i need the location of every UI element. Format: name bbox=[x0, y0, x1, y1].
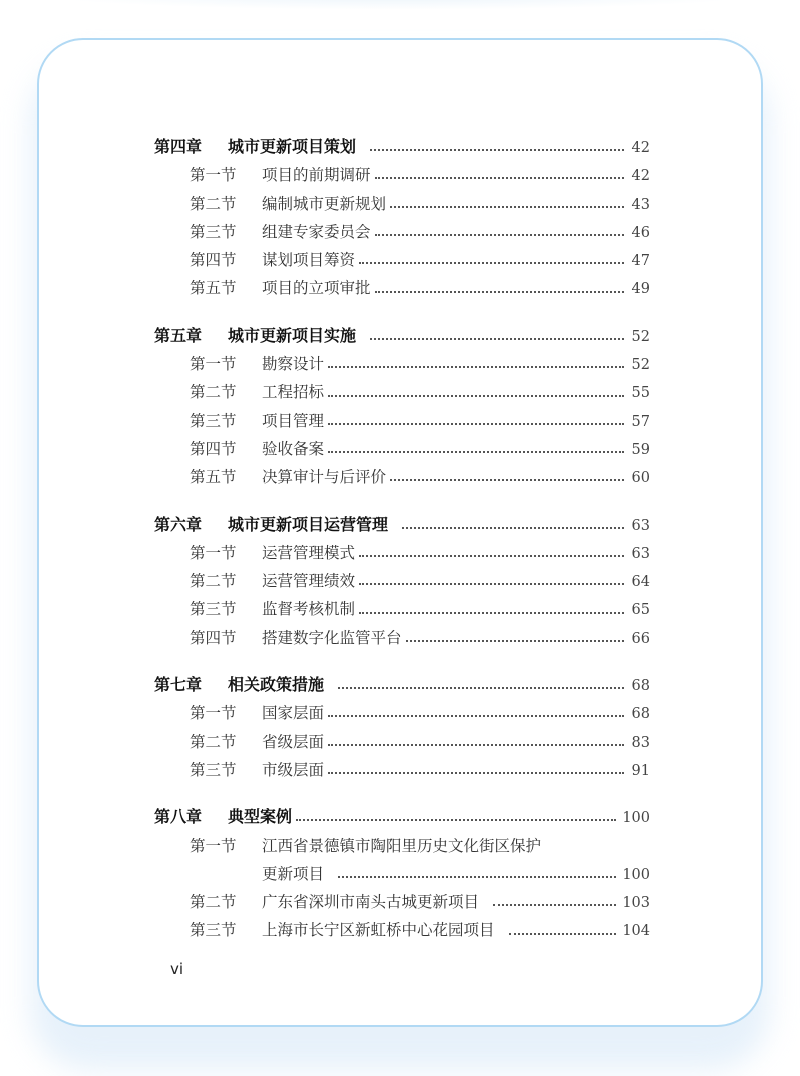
page-number: 91 bbox=[631, 762, 650, 779]
chapter-4 bbox=[154, 133, 650, 303]
dot-leader bbox=[328, 423, 624, 425]
dot-leader bbox=[338, 687, 624, 689]
toc-chapter-entry[interactable] bbox=[154, 133, 650, 161]
section-number: 第一节 bbox=[190, 704, 237, 723]
section-number: 第三节 bbox=[190, 921, 237, 940]
section-title: 编制城市更新规划 bbox=[262, 194, 387, 213]
section-number: 第一节 bbox=[190, 543, 237, 562]
section-title: 工程招标 bbox=[262, 383, 325, 402]
toc-section-entry[interactable] bbox=[154, 728, 650, 756]
page-number: 66 bbox=[631, 630, 650, 647]
page-number: 60 bbox=[631, 470, 650, 487]
section-number: 第一节 bbox=[190, 836, 237, 855]
dot-leader bbox=[338, 876, 616, 878]
toc-section-entry[interactable] bbox=[154, 888, 650, 916]
dot-leader bbox=[390, 479, 624, 481]
page-number: 100 bbox=[622, 866, 650, 883]
page-number: 55 bbox=[631, 385, 650, 402]
section-number: 第四节 bbox=[190, 628, 237, 647]
chapter-title: 城市更新项目实施 bbox=[228, 325, 357, 345]
dot-leader bbox=[328, 366, 624, 368]
toc-section-entry[interactable] bbox=[154, 916, 650, 944]
toc-section-entry[interactable] bbox=[154, 190, 650, 218]
page-number: 47 bbox=[631, 253, 650, 270]
dot-leader bbox=[328, 715, 624, 717]
section-number: 第三节 bbox=[190, 600, 237, 619]
toc-chapter-entry[interactable] bbox=[154, 511, 650, 539]
section-title: 项目的前期调研 bbox=[262, 166, 371, 185]
toc-section-entry[interactable] bbox=[154, 246, 650, 274]
dot-leader bbox=[328, 772, 624, 774]
page-number: 103 bbox=[622, 895, 650, 912]
section-title: 项目的立项审批 bbox=[262, 279, 371, 298]
page-number: 68 bbox=[631, 678, 650, 695]
section-number: 第二节 bbox=[190, 383, 237, 402]
section-number: 第二节 bbox=[190, 194, 237, 213]
dot-leader bbox=[359, 262, 624, 264]
chapter-title: 城市更新项目运营管理 bbox=[228, 514, 389, 534]
section-number: 第二节 bbox=[190, 732, 237, 751]
dot-leader bbox=[370, 149, 624, 151]
section-number: 第一节 bbox=[190, 355, 237, 374]
table-of-contents bbox=[154, 133, 650, 964]
chapter-number: 第七章 bbox=[154, 675, 203, 695]
toc-section-entry[interactable] bbox=[154, 435, 650, 463]
page-number: 83 bbox=[631, 734, 650, 751]
toc-section-entry[interactable] bbox=[154, 699, 650, 727]
page-number: 46 bbox=[631, 224, 650, 241]
dot-leader bbox=[296, 819, 616, 821]
page-number: 52 bbox=[631, 328, 650, 345]
section-title: 决算审计与后评价 bbox=[262, 468, 387, 487]
dot-leader bbox=[328, 451, 624, 453]
section-number: 第四节 bbox=[190, 439, 237, 458]
page-number: 65 bbox=[631, 602, 650, 619]
section-number: 第三节 bbox=[190, 411, 237, 430]
page-number: 68 bbox=[631, 706, 650, 723]
toc-section-entry-continued[interactable] bbox=[154, 860, 650, 888]
chapter-title: 相关政策措施 bbox=[228, 675, 325, 695]
page-number: 63 bbox=[631, 517, 650, 534]
chapter-title: 典型案例 bbox=[228, 807, 293, 827]
section-title: 监督考核机制 bbox=[262, 600, 356, 619]
dot-leader bbox=[359, 612, 624, 614]
section-title: 谋划项目筹资 bbox=[262, 251, 356, 270]
section-title: 运营管理绩效 bbox=[262, 572, 356, 591]
chapter-title: 城市更新项目策划 bbox=[228, 137, 357, 156]
section-title: 运营管理模式 bbox=[262, 543, 356, 562]
dot-leader bbox=[359, 555, 624, 557]
page-number-footer: vi bbox=[170, 960, 184, 978]
section-title: 省级层面 bbox=[262, 732, 325, 751]
section-number: 第二节 bbox=[190, 572, 237, 591]
toc-section-entry[interactable] bbox=[154, 407, 650, 435]
dot-leader bbox=[509, 933, 617, 935]
toc-section-entry[interactable] bbox=[154, 832, 650, 860]
page-number: 59 bbox=[631, 441, 650, 458]
page-number: 64 bbox=[631, 574, 650, 591]
page-number: 57 bbox=[631, 413, 650, 430]
toc-section-entry[interactable] bbox=[154, 756, 650, 784]
section-title-continued: 更新项目 bbox=[262, 864, 325, 883]
chapter-5 bbox=[154, 322, 650, 492]
section-title: 广东省深圳市南头古城更新项目 bbox=[262, 893, 480, 912]
page-number: 49 bbox=[631, 281, 650, 298]
section-title: 组建专家委员会 bbox=[262, 222, 371, 241]
toc-section-entry[interactable] bbox=[154, 624, 650, 652]
section-number: 第五节 bbox=[190, 468, 237, 487]
dot-leader bbox=[328, 744, 624, 746]
section-number: 第二节 bbox=[190, 893, 237, 912]
dot-leader bbox=[370, 338, 624, 340]
dot-leader bbox=[375, 177, 624, 179]
chapter-8 bbox=[154, 803, 650, 944]
toc-section-entry[interactable] bbox=[154, 463, 650, 491]
section-number: 第一节 bbox=[190, 166, 237, 185]
page-number: 52 bbox=[631, 357, 650, 374]
dot-leader bbox=[402, 527, 624, 529]
section-title: 勘察设计 bbox=[262, 355, 325, 374]
section-number: 第三节 bbox=[190, 760, 237, 779]
toc-section-entry[interactable] bbox=[154, 539, 650, 567]
section-title: 验收备案 bbox=[262, 439, 325, 458]
section-number: 第五节 bbox=[190, 279, 237, 298]
section-title: 搭建数字化监管平台 bbox=[262, 628, 402, 647]
page-number: 42 bbox=[631, 168, 650, 185]
section-number: 第三节 bbox=[190, 222, 237, 241]
dot-leader bbox=[375, 291, 624, 293]
page-number: 104 bbox=[622, 923, 650, 940]
dot-leader bbox=[390, 206, 624, 208]
toc-chapter-entry[interactable] bbox=[154, 322, 650, 350]
section-title: 江西省景德镇市陶阳里历史文化街区保护 bbox=[262, 836, 542, 855]
toc-chapter-entry[interactable] bbox=[154, 671, 650, 699]
toc-section-entry[interactable] bbox=[154, 218, 650, 246]
toc-section-entry[interactable] bbox=[154, 595, 650, 623]
dot-leader bbox=[328, 395, 624, 397]
toc-section-entry[interactable] bbox=[154, 161, 650, 189]
section-title: 国家层面 bbox=[262, 704, 325, 723]
toc-chapter-entry[interactable] bbox=[154, 803, 650, 831]
chapter-number: 第六章 bbox=[154, 514, 203, 534]
dot-leader bbox=[375, 234, 624, 236]
chapter-number: 第八章 bbox=[154, 807, 203, 827]
chapter-7 bbox=[154, 671, 650, 784]
dot-leader bbox=[493, 904, 616, 906]
toc-section-entry[interactable] bbox=[154, 274, 650, 302]
dot-leader bbox=[406, 640, 624, 642]
page-number: 100 bbox=[622, 810, 650, 827]
section-number: 第四节 bbox=[190, 251, 237, 270]
chapter-number: 第四章 bbox=[154, 137, 203, 156]
toc-section-entry[interactable] bbox=[154, 350, 650, 378]
top-glow bbox=[40, 0, 760, 10]
section-title: 市级层面 bbox=[262, 760, 325, 779]
toc-section-entry[interactable] bbox=[154, 567, 650, 595]
section-title: 项目管理 bbox=[262, 411, 325, 430]
page-number: 42 bbox=[631, 140, 650, 156]
toc-section-entry[interactable] bbox=[154, 378, 650, 406]
page-number: 63 bbox=[631, 545, 650, 562]
page-number: 43 bbox=[631, 196, 650, 213]
chapter-number: 第五章 bbox=[154, 325, 203, 345]
chapter-6 bbox=[154, 511, 650, 652]
section-title: 上海市长宁区新虹桥中心花园项目 bbox=[262, 921, 495, 940]
dot-leader bbox=[359, 583, 624, 585]
